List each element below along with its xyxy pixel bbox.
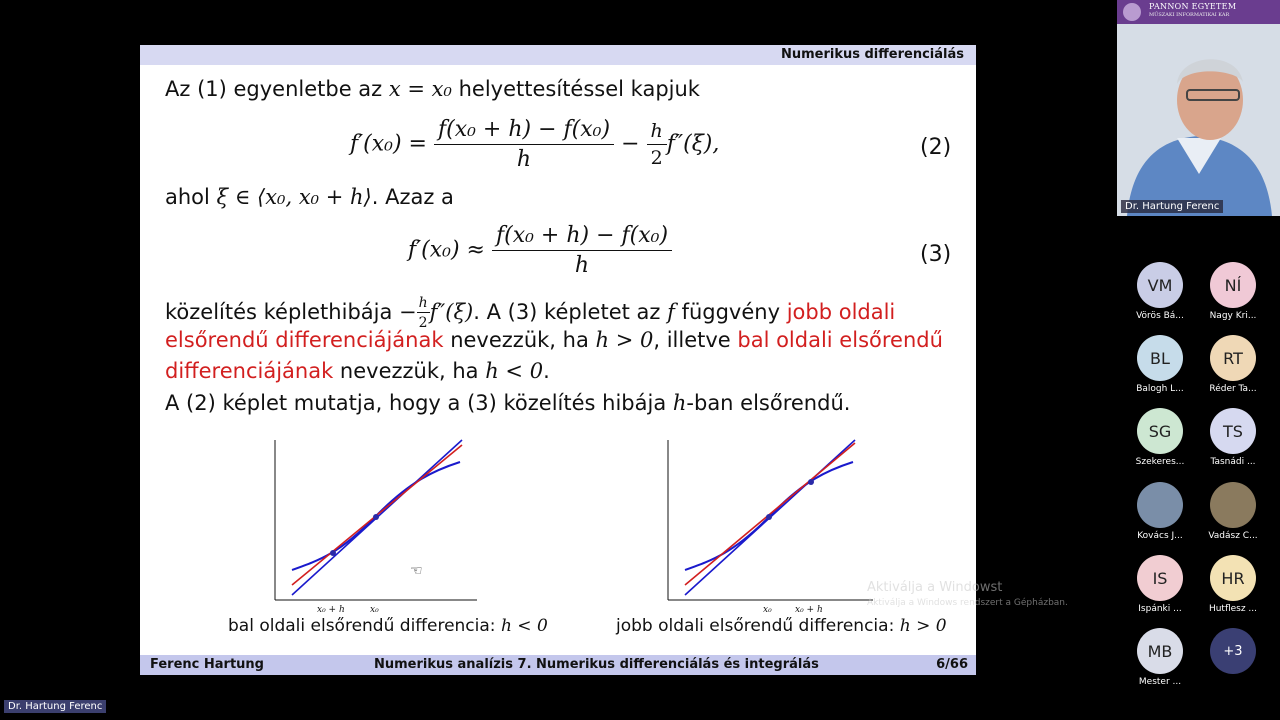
- line2-text-a: ahol: [165, 185, 217, 209]
- para-l1-red: jobb oldali: [786, 300, 896, 324]
- participant-name: Kovács J...: [1137, 531, 1183, 541]
- line1-text-b: helyettesítéssel kapjuk: [451, 77, 700, 101]
- hand-cursor-icon: ☜: [410, 563, 423, 579]
- participant-avatar: +3: [1210, 628, 1256, 674]
- participant-tile[interactable]: [1198, 408, 1268, 467]
- participant-tile[interactable]: [1198, 335, 1268, 394]
- participant-tile[interactable]: [1198, 628, 1268, 677]
- line1-math: x = x₀: [388, 77, 452, 101]
- left-plot-point-x0: [373, 514, 379, 520]
- slide-footer: [140, 655, 976, 675]
- text-line-1: [165, 77, 700, 101]
- left-plot-caption: [228, 616, 548, 636]
- para-l1-math2: f″(ξ): [429, 300, 474, 324]
- eq3-numerator: f(x₀ + h) − f(x₀): [492, 223, 672, 251]
- participant-avatar: MB: [1137, 628, 1183, 674]
- participant-name: Réder Ta...: [1209, 384, 1257, 394]
- equation-3: [408, 223, 672, 278]
- right-plot-tick-x0-plus-h: x₀ + h: [795, 605, 823, 615]
- line2-text-b: . Azaz a: [371, 185, 454, 209]
- participant-name: Vadász C...: [1208, 531, 1258, 541]
- left-difference-plot: [270, 435, 510, 620]
- participant-avatar: TS: [1210, 408, 1256, 454]
- para-l1-b: . A (3) képletet az: [473, 300, 668, 324]
- eq2-minus: −: [621, 131, 640, 157]
- presenter-name-label: Dr. Hartung Ferenc: [1121, 200, 1223, 213]
- footer-author: Ferenc Hartung: [150, 657, 264, 672]
- eq2-lhs: f′(x₀) =: [350, 131, 427, 157]
- participant-name: Ispánki ...: [1138, 604, 1182, 614]
- left-caption-text: bal oldali elsőrendű differencia:: [228, 616, 501, 636]
- para-l1-c: függvény: [674, 300, 787, 324]
- participant-avatar: SG: [1137, 408, 1183, 454]
- participant-avatar: RT: [1210, 335, 1256, 381]
- header-title: Numerikus differenciálás: [780, 47, 964, 62]
- participant-tile[interactable]: [1125, 408, 1195, 467]
- equation-2-number: (2): [920, 135, 952, 160]
- participant-name: Mester ...: [1138, 677, 1182, 687]
- eq2-h-den: 2: [650, 147, 663, 169]
- participant-tile[interactable]: [1125, 555, 1195, 614]
- right-plot-point-x0-plus-h: [808, 479, 814, 485]
- para-l4-math: h: [672, 391, 687, 415]
- para-l3-red: differenciájának: [165, 359, 334, 383]
- participant-avatar: NÍ: [1210, 262, 1256, 308]
- banner-line-1: PANNON EGYETEM: [1149, 2, 1237, 11]
- slide: [140, 45, 976, 675]
- para-l1-a: közelítés képlethibája: [165, 300, 400, 324]
- para-l2-math: h > 0: [595, 328, 654, 352]
- participant-tile[interactable]: [1198, 555, 1268, 614]
- eq2-fraction: [434, 117, 614, 172]
- paragraph-line-1: [165, 295, 895, 331]
- para-l4-a: A (2) képlet mutatja, hogy a (3) közelítés hibája: [165, 391, 673, 415]
- right-caption-math: h > 0: [899, 616, 947, 636]
- participant-name: Vörös Bá...: [1136, 311, 1184, 321]
- paragraph-line-4: [165, 391, 850, 415]
- para-l3-a: nevezzük, ha: [333, 359, 486, 383]
- eq3-lhs: f′(x₀) ≈: [408, 237, 485, 263]
- paragraph-line-2: [165, 328, 943, 352]
- slide-header: [140, 45, 976, 65]
- para-l2-a: nevezzük, ha: [443, 328, 596, 352]
- participant-name: Szekeres...: [1135, 457, 1185, 467]
- participant-photo-icon: [1137, 482, 1183, 528]
- participant-avatar: HR: [1210, 555, 1256, 601]
- right-plot-secant-line: [685, 443, 855, 585]
- line1-text-a: Az (1) egyenletbe az: [165, 77, 389, 101]
- para-l3-math: h < 0: [485, 359, 544, 383]
- participant-name: Balogh L...: [1136, 384, 1184, 394]
- para-l2-red: elsőrendű differenciájának: [165, 328, 444, 352]
- eq3-denominator: h: [574, 253, 590, 278]
- eq2-h-num: h: [647, 120, 667, 145]
- right-plot-caption: [616, 616, 947, 636]
- university-banner: [1117, 0, 1280, 24]
- participant-tile[interactable]: [1198, 262, 1268, 321]
- university-logo-icon: [1123, 3, 1141, 21]
- participant-avatar: IS: [1137, 555, 1183, 601]
- participant-avatar: BL: [1137, 335, 1183, 381]
- right-plot-tick-x0: x₀: [763, 605, 772, 615]
- para-l1-minus: −: [399, 300, 417, 324]
- equation-3-number: (3): [920, 242, 952, 267]
- right-plot-point-x0: [766, 514, 772, 520]
- local-user-name-label: Dr. Hartung Ferenc: [4, 700, 106, 713]
- presenter-video-tile[interactable]: [1117, 0, 1280, 216]
- para-h-half: [417, 295, 430, 331]
- participant-tile[interactable]: [1125, 482, 1195, 541]
- para-l4-b: -ban elsőrendű.: [686, 391, 851, 415]
- participant-tile[interactable]: [1125, 628, 1195, 687]
- equation-2: [350, 117, 719, 172]
- para-l2-red2: bal oldali elsőrendű: [737, 328, 943, 352]
- presenter-silhouette-icon: [1117, 24, 1280, 216]
- left-caption-math: h < 0: [500, 616, 548, 636]
- participant-name: Nagy Kri...: [1209, 311, 1257, 321]
- footer-title: Numerikus analízis 7. Numerikus differenciálás és integrálás: [374, 657, 819, 672]
- participant-tile[interactable]: [1198, 482, 1268, 541]
- eq2-denominator: h: [516, 147, 532, 172]
- participant-name: Hutflesz ...: [1208, 604, 1258, 614]
- text-line-2: [165, 185, 454, 209]
- participant-avatar: VM: [1137, 262, 1183, 308]
- windows-activation-watermark: Aktiválja a Windowst: [867, 580, 1003, 595]
- left-plot-tick-x0-plus-h: x₀ + h: [317, 605, 345, 615]
- eq2-tail: f″(ξ),: [666, 131, 720, 157]
- para-l2-b: , illetve: [653, 328, 738, 352]
- paragraph-line-3: [165, 359, 550, 383]
- footer-page-number: 6/66: [936, 657, 968, 672]
- eq2-h-half: [647, 120, 667, 169]
- eq2-numerator: f(x₀ + h) − f(x₀): [434, 117, 614, 145]
- participant-photo-icon: [1210, 482, 1256, 528]
- banner-line-2: MŰSZAKI INFORMATIKAI KAR: [1149, 12, 1230, 18]
- right-caption-text: jobb oldali elsőrendű differencia:: [616, 616, 900, 636]
- participant-name: Tasnádi ...: [1210, 457, 1256, 467]
- left-plot-tick-x0: x₀: [370, 605, 379, 615]
- participant-tile[interactable]: [1125, 262, 1195, 321]
- para-h-den: 2: [418, 315, 428, 331]
- participant-tile[interactable]: [1125, 335, 1195, 394]
- line2-math: ξ ∈ ⟨x₀, x₀ + h⟩: [216, 185, 372, 209]
- para-l1-f: f: [667, 300, 675, 324]
- para-l3-b: .: [543, 359, 550, 383]
- left-plot-point-x0-plus-h: [330, 550, 336, 556]
- para-h-num: h: [418, 295, 428, 311]
- eq3-fraction: [492, 223, 672, 278]
- windows-activation-watermark-subtext: Aktiválja a Windows rendszert a Gépházban.: [867, 598, 1068, 608]
